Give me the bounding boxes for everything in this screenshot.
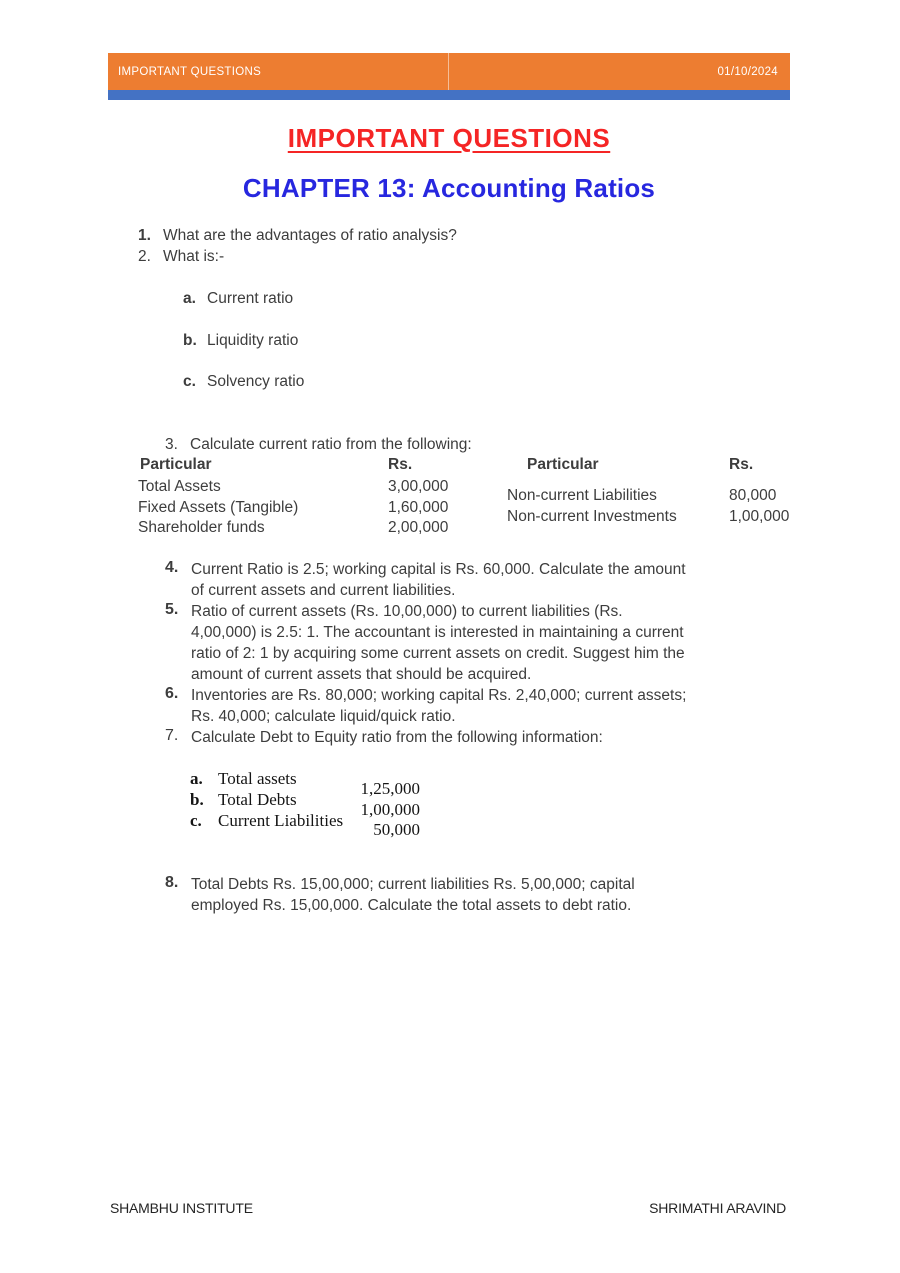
question-4-text: Current Ratio is 2.5; working capital is Rs. 60,000. Calculate the amount of current assets and current liabilities.: [191, 561, 686, 599]
question-6: [165, 685, 686, 727]
table-cell-value: 80,000: [729, 487, 777, 504]
header-bar-title: IMPORTANT QUESTIONS: [118, 65, 262, 78]
table-cell-label: Total Assets: [138, 478, 221, 495]
question-3-number: 3.: [165, 436, 178, 453]
header-bar-date: 01/10/2024: [717, 65, 778, 78]
table-cell-label: Non-current Investments: [507, 508, 677, 525]
question-2-text: What is:-: [163, 248, 225, 265]
question-3-text: Calculate current ratio from the following:: [190, 436, 472, 453]
question-5: [165, 601, 685, 685]
table-left-header-rs: Rs.: [388, 456, 413, 473]
question-8: [165, 874, 635, 916]
debt-item-b-label: Total Debts: [218, 790, 297, 809]
debt-item-b-letter: b.: [190, 790, 204, 809]
sub-item-b-letter: b.: [183, 331, 197, 349]
debt-item-a-label: Total assets: [218, 769, 297, 788]
table-cell-value: 2,00,000: [388, 519, 449, 536]
question-list-top: [138, 225, 457, 267]
sub-item-a-text: Current ratio: [207, 290, 294, 307]
question-4-number: 4.: [165, 559, 179, 576]
debt-value-total-debts: 1,00,000: [360, 799, 420, 819]
table-right-header-rs: Rs.: [729, 456, 754, 473]
question-1-number: 1.: [138, 227, 151, 244]
table-cell-label: Non-current Liabilities: [507, 487, 657, 504]
chapter-title: CHAPTER 13: Accounting Ratios: [242, 173, 656, 203]
header-bar-date-cell: [448, 53, 791, 90]
debt-value-total-assets: 1,25,000: [360, 779, 420, 798]
sub-item-a-letter: a.: [183, 290, 196, 307]
question-5-text: Ratio of current assets (Rs. 10,00,000) to current liabilities (Rs. 4,00,000) is 2.5: 1. The accountant is interested in maintaining a current ratio of 2: 1 by acquiring some current assets on credit. Suggest him the amount of current assets that should be acquired.: [191, 603, 685, 683]
sub-item-b: [183, 330, 304, 351]
debt-item-c-label: Current Liabilities: [218, 811, 344, 830]
question-8-text: Total Debts Rs. 15,00,000; current liabilities Rs. 5,00,000; capital employed Rs. 15,00,000. Calculate the total assets to debt ratio.: [191, 876, 635, 914]
question-4: [165, 559, 686, 601]
question-1-text: What are the advantages of ratio analysis?: [163, 227, 457, 244]
question-7-text: Calculate Debt to Equity ratio from the following information:: [191, 729, 603, 746]
table-cell-label: Fixed Assets (Tangible): [138, 499, 299, 516]
debt-item-c-letter: c.: [190, 811, 202, 830]
question-6-number: 6.: [165, 685, 179, 702]
table-cell-label: Shareholder funds: [138, 519, 265, 536]
question-5-number: 5.: [165, 601, 179, 618]
question-2: [138, 246, 457, 267]
debt-value-current-liabilities: 50,000: [373, 820, 420, 839]
question-1: [138, 225, 457, 246]
footer-institute: SHAMBHU INSTITUTE: [110, 1200, 253, 1216]
footer-author: SHRIMATHI ARAVIND: [649, 1200, 786, 1216]
table-cell-value: 1,60,000: [388, 499, 449, 516]
question-7-number: 7.: [165, 727, 179, 744]
question-2-number: 2.: [138, 248, 151, 265]
header-bar-title-cell: [108, 53, 448, 90]
sub-item-c: [183, 371, 304, 392]
question-2-sublist: [183, 288, 304, 392]
debt-item-a-letter: a.: [190, 769, 203, 788]
sub-item-c-letter: c.: [183, 373, 196, 390]
question-6-text: Inventories are Rs. 80,000; working capital Rs. 2,40,000; current assets; Rs. 40,000; calculate liquid/quick ratio.: [191, 687, 687, 725]
sub-item-a: [183, 288, 304, 309]
sub-item-b-text: Liquidity ratio: [207, 331, 299, 349]
table-cell-value: 1,00,000: [729, 508, 790, 525]
page-title: IMPORTANT QUESTIONS: [287, 123, 611, 153]
question-8-number: 8.: [165, 874, 179, 891]
question-3: [165, 434, 472, 455]
table-right-header-particular: Particular: [527, 456, 599, 473]
header-bar: [108, 53, 790, 90]
debt-equity-values: [320, 779, 420, 841]
header-accent-stripe: [108, 90, 790, 100]
question-7: [165, 727, 603, 748]
table-cell-value: 3,00,000: [388, 478, 449, 495]
table-left-header-particular: Particular: [140, 456, 212, 473]
sub-item-c-text: Solvency ratio: [207, 373, 305, 390]
